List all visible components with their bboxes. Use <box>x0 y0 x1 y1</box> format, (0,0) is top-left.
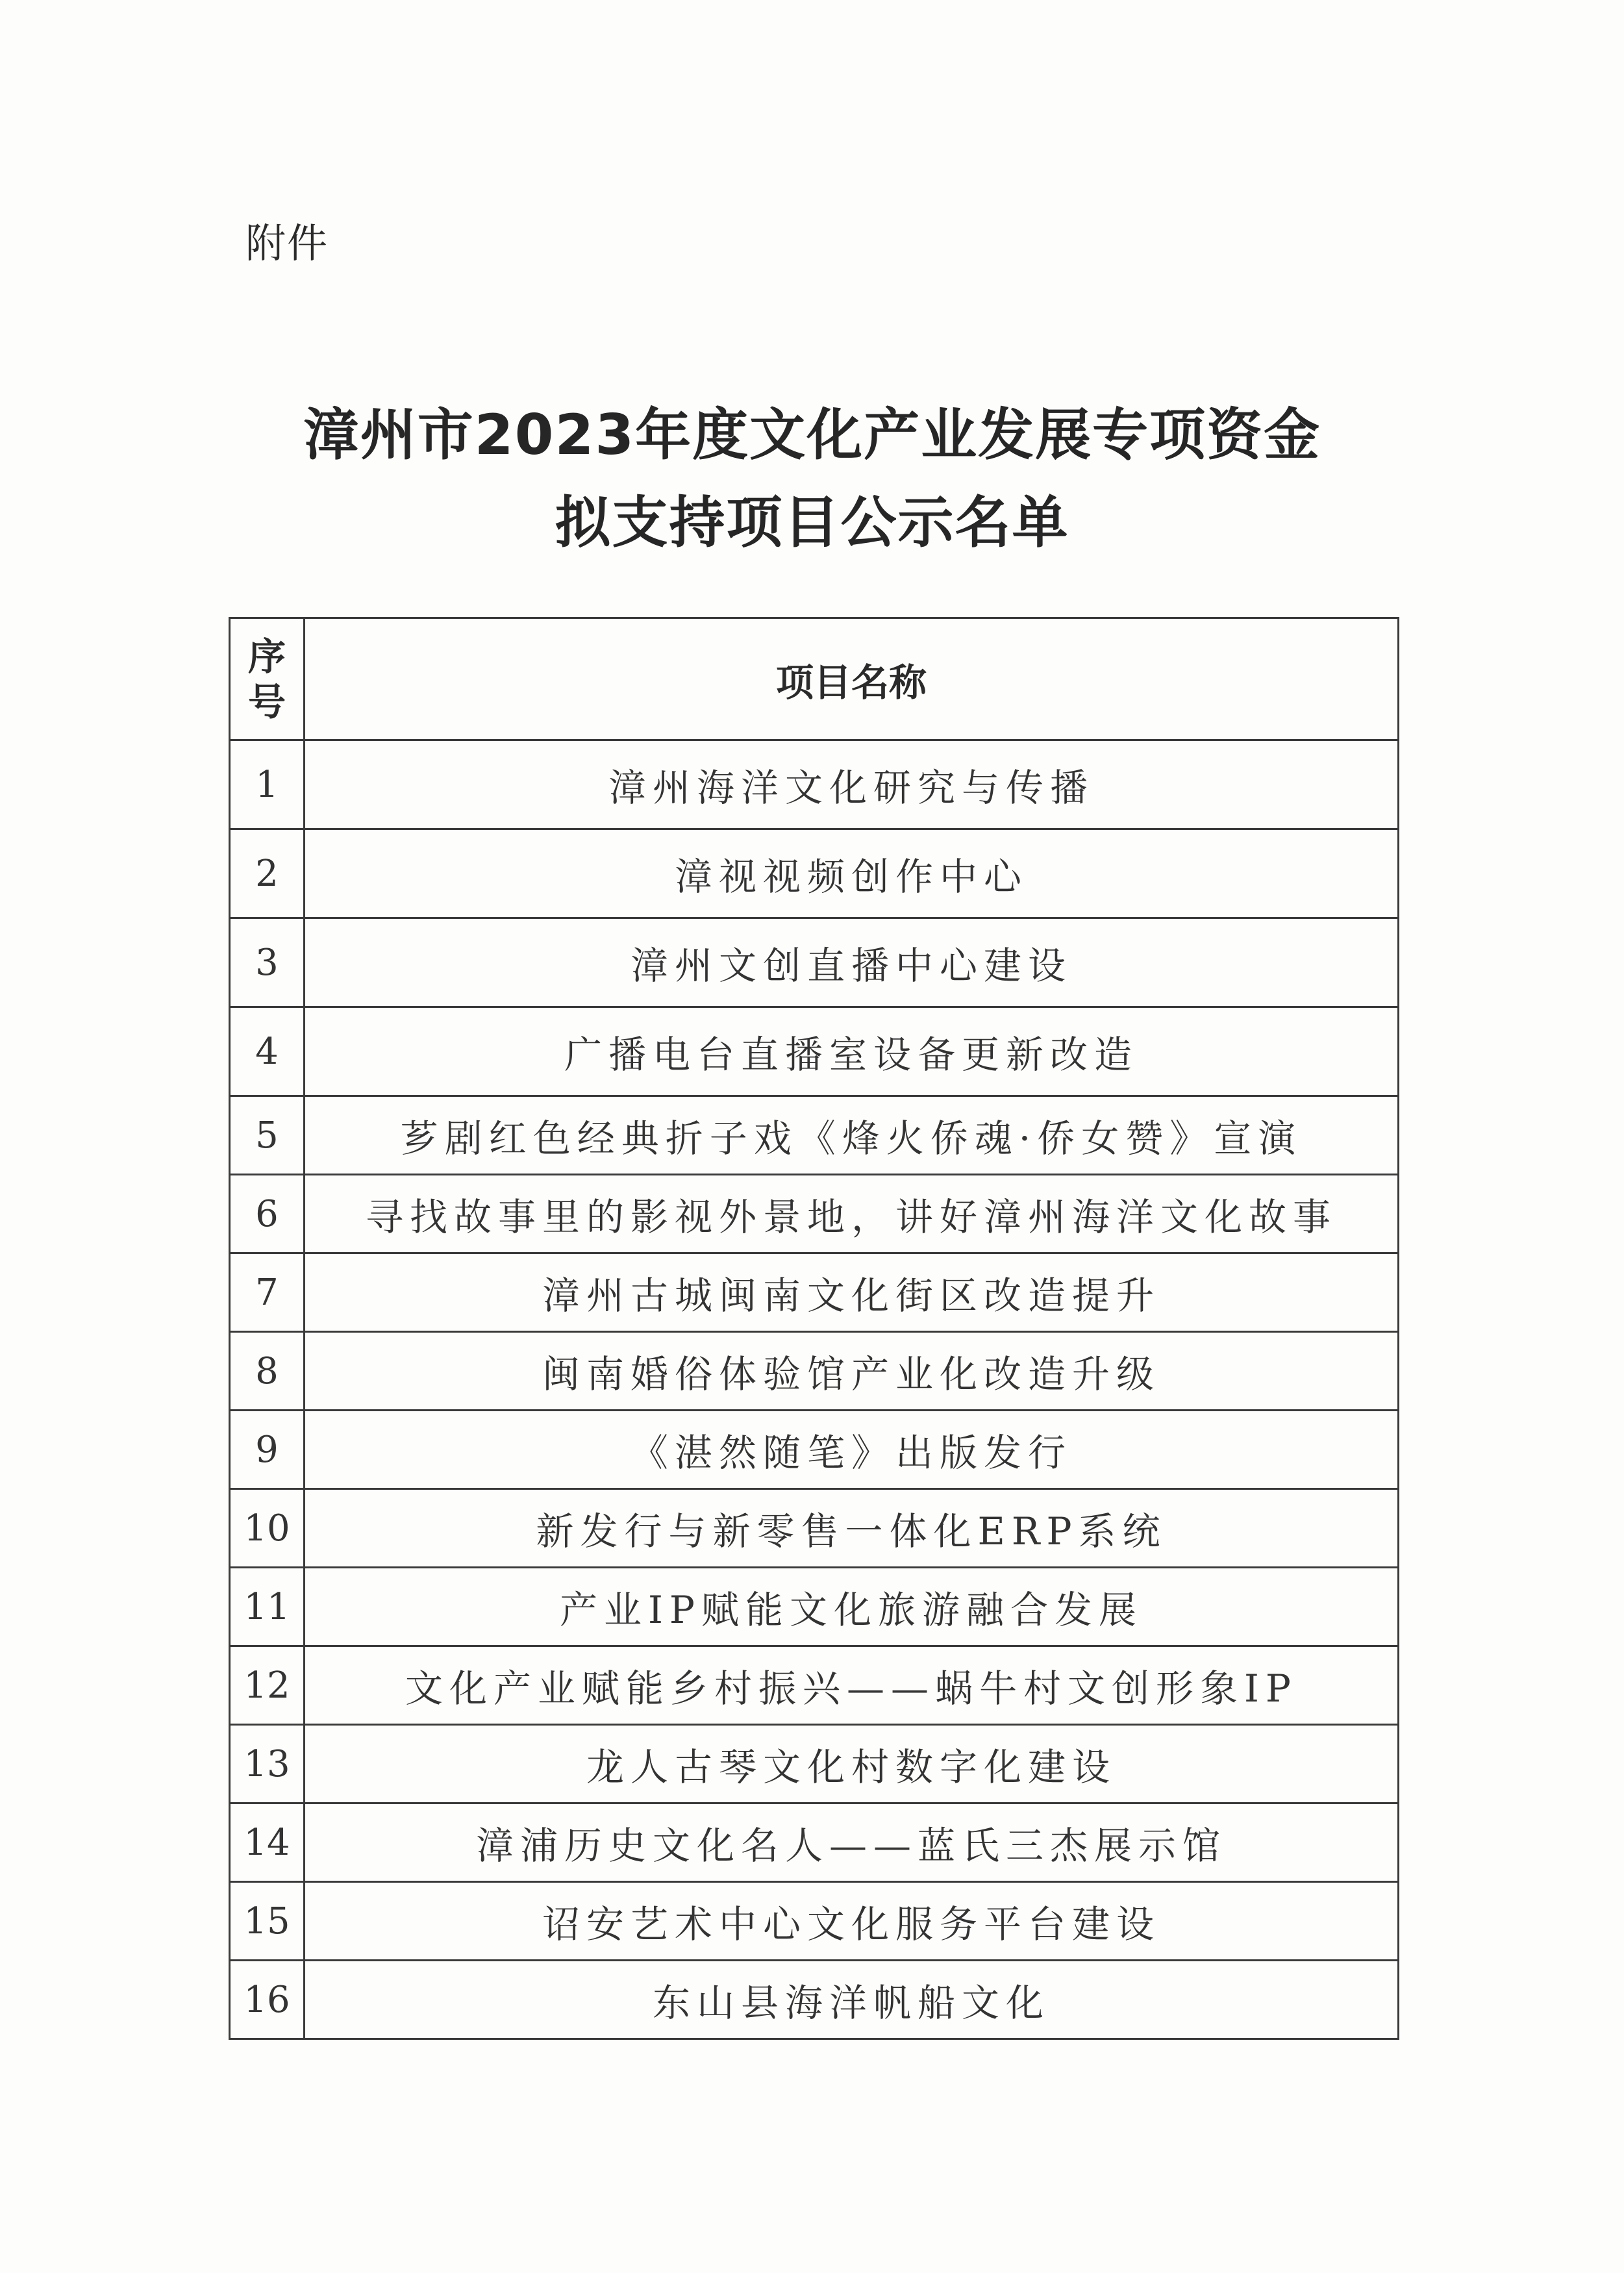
table-row <box>230 1489 1399 1568</box>
table-row <box>230 1253 1399 1332</box>
column-header-number <box>230 618 305 740</box>
table-row <box>230 829 1399 918</box>
row-number: 9 <box>230 1411 305 1489</box>
table-row <box>230 1568 1399 1646</box>
table-row <box>230 918 1399 1007</box>
row-number: 5 <box>230 1096 305 1175</box>
row-number: 13 <box>230 1725 305 1803</box>
row-number: 11 <box>230 1568 305 1646</box>
table-row <box>230 1646 1399 1725</box>
table-row <box>230 1332 1399 1411</box>
project-name: 广播电台直播室设备更新改造 <box>305 1007 1399 1096</box>
project-name: 漳州古城闽南文化街区改造提升 <box>305 1253 1399 1332</box>
document-title-line-1: 漳州市2023年度文化产业发展专项资金 <box>303 403 1321 468</box>
row-number: 10 <box>230 1489 305 1568</box>
project-name: 产业IP赋能文化旅游融合发展 <box>305 1568 1399 1646</box>
row-number: 16 <box>230 1961 305 2039</box>
row-number: 1 <box>230 740 305 829</box>
project-name: 漳州文创直播中心建设 <box>305 918 1399 1007</box>
project-name: 漳浦历史文化名人——蓝氏三杰展示馆 <box>305 1803 1399 1882</box>
table-row <box>230 1961 1399 2039</box>
table-row <box>230 1007 1399 1096</box>
row-number: 7 <box>230 1253 305 1332</box>
project-name: 龙人古琴文化村数字化建设 <box>305 1725 1399 1803</box>
table-header-row <box>230 618 1399 740</box>
project-name: 诏安艺术中心文化服务平台建设 <box>305 1882 1399 1961</box>
column-header-number-char-1: 序 <box>247 634 286 679</box>
project-name: 寻找故事里的影视外景地，讲好漳州海洋文化故事 <box>305 1175 1399 1253</box>
row-number: 14 <box>230 1803 305 1882</box>
row-number: 4 <box>230 1007 305 1096</box>
table-row <box>230 1803 1399 1882</box>
attachment-label: 附件 <box>245 220 329 267</box>
column-header-number-char-2: 号 <box>247 679 286 724</box>
project-name: 闽南婚俗体验馆产业化改造升级 <box>305 1332 1399 1411</box>
row-number: 3 <box>230 918 305 1007</box>
table-row <box>230 1411 1399 1489</box>
row-number: 6 <box>230 1175 305 1253</box>
row-number: 2 <box>230 829 305 918</box>
table-row <box>230 740 1399 829</box>
project-name: 新发行与新零售一体化ERP系统 <box>305 1489 1399 1568</box>
project-name: 《湛然随笔》出版发行 <box>305 1411 1399 1489</box>
row-number: 12 <box>230 1646 305 1725</box>
project-name: 漳视视频创作中心 <box>305 829 1399 918</box>
row-number: 8 <box>230 1332 305 1411</box>
project-name: 芗剧红色经典折子戏《烽火侨魂·侨女赞》宣演 <box>305 1096 1399 1175</box>
document-title-line-2: 拟支持项目公示名单 <box>555 490 1069 555</box>
table-row <box>230 1175 1399 1253</box>
row-number: 15 <box>230 1882 305 1961</box>
project-list-table <box>229 617 1399 2040</box>
table-row <box>230 1725 1399 1803</box>
column-header-project-name: 项目名称 <box>305 618 1399 740</box>
project-name: 东山县海洋帆船文化 <box>305 1961 1399 2039</box>
project-list-table-container <box>229 617 1397 2040</box>
table-row <box>230 1882 1399 1961</box>
project-name: 文化产业赋能乡村振兴——蜗牛村文创形象IP <box>305 1646 1399 1725</box>
table-row <box>230 1096 1399 1175</box>
project-name: 漳州海洋文化研究与传播 <box>305 740 1399 829</box>
